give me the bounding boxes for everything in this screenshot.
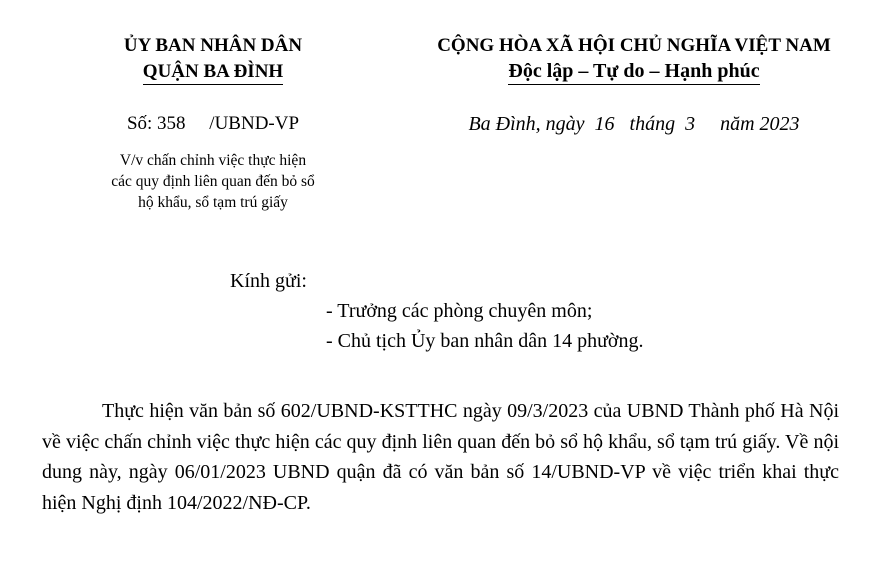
document-subject	[60, 150, 366, 213]
issuing-authority	[60, 33, 366, 85]
subject-line-2: các quy định liên quan đến bỏ sổ	[111, 173, 315, 190]
authority-line-2: QUẬN BA ĐÌNH	[143, 60, 283, 85]
recipient-item: - Chủ tịch Ủy ban nhân dân 14 phường.	[326, 330, 644, 352]
national-title-line: CỘNG HÒA XÃ HỘI CHỦ NGHĨA VIỆT NAM	[437, 35, 831, 56]
issue-date: Ba Đình, ngày 16 tháng 3 năm 2023	[468, 113, 800, 135]
recipients-list	[326, 296, 643, 356]
subject-line-3: hộ khẩu, sổ tạm trú giấy	[138, 194, 288, 211]
body-paragraph: Thực hiện văn bản số 602/UBND-KSTTHC ngày 09/3/2023 của UBND Thành phố Hà Nội về việc chấn chỉnh việc thực hiện các quy định liên quan đến bỏ sổ hộ khẩu, sổ tạm trú giấy. Về nội dung này, ngày 06/01/2023 UBND quận đã có văn bản số 14/UBND-VP về việc triển khai thực hiện Nghị định 104/2022/NĐ-CP.	[42, 400, 839, 514]
document-number: Số: 358 /UBND-VP	[126, 113, 300, 134]
recipient-item: - Trưởng các phòng chuyên môn;	[326, 300, 593, 322]
national-title	[400, 33, 868, 85]
authority-line-1: ỦY BAN NHÂN DÂN	[123, 35, 303, 56]
subject-line-1: V/v chấn chỉnh việc thực hiện	[119, 152, 307, 169]
greeting-label: Kính gửi:	[230, 270, 307, 292]
national-motto: Độc lập – Tự do – Hạnh phúc	[508, 59, 759, 85]
